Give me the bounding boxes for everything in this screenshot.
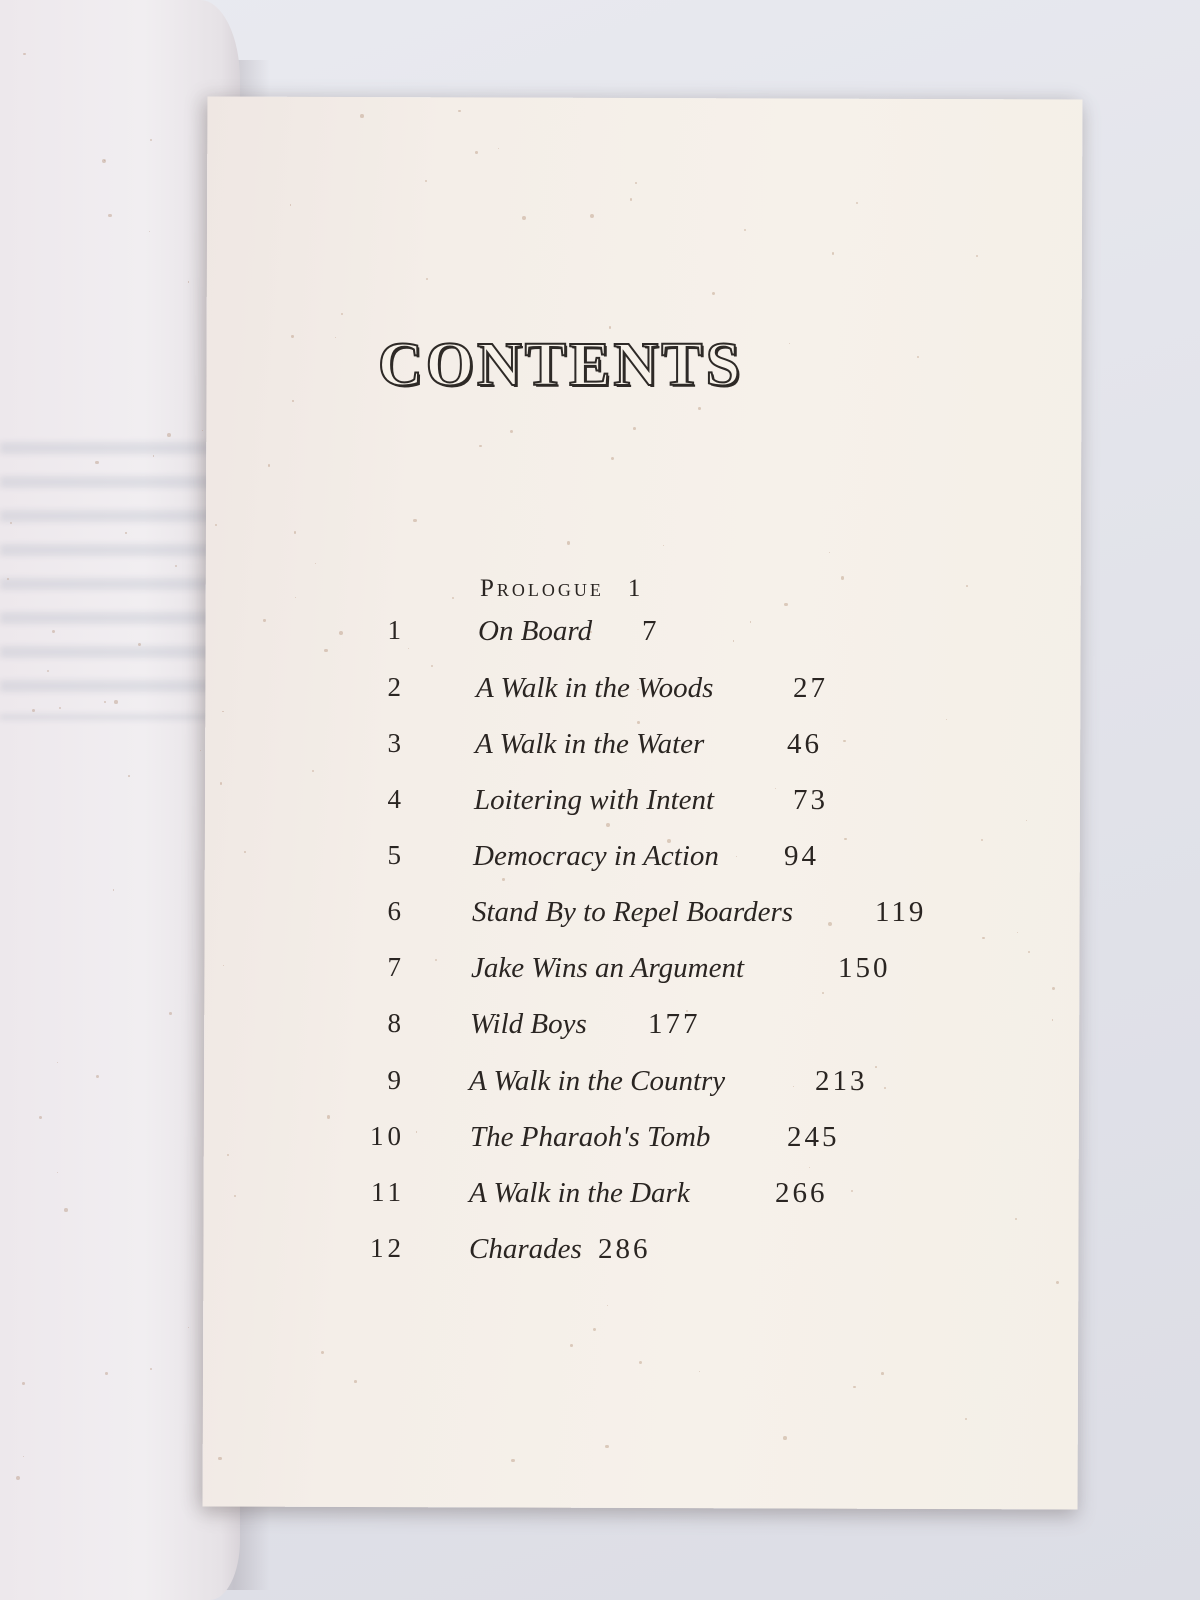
chapter-number: 10: [370, 1121, 405, 1151]
chapter-page: 7: [642, 615, 660, 647]
paper-speck: [809, 1167, 810, 1168]
chapter-title: Wild Boys: [470, 1008, 587, 1040]
paper-speck: [360, 114, 364, 118]
paper-speck: [639, 1361, 642, 1364]
chapter-title: A Walk in the Water: [475, 728, 705, 760]
chapter-page: 73: [793, 784, 828, 816]
paper-speck: [1015, 1218, 1017, 1220]
paper-speck: [510, 430, 513, 433]
paper-speck: [292, 400, 293, 401]
paper-speck: [567, 541, 570, 544]
chapter-title: A Walk in the Country: [469, 1065, 726, 1097]
chapter-page: 119: [875, 896, 927, 928]
paper-speck: [881, 1372, 884, 1375]
paper-speck: [268, 464, 270, 466]
paper-speck: [324, 649, 327, 652]
paper-speck: [104, 701, 106, 703]
paper-speck: [502, 878, 505, 881]
contents-title: CONTENTS: [378, 331, 744, 399]
paper-speck: [108, 214, 111, 217]
paper-speck: [884, 1087, 886, 1089]
paper-speck: [452, 597, 454, 599]
paper-speck: [982, 937, 984, 939]
paper-speck: [128, 775, 130, 777]
paper-speck: [64, 1208, 68, 1212]
paper-speck: [606, 823, 610, 827]
paper-speck: [832, 252, 834, 254]
paper-speck: [335, 337, 336, 338]
paper-speck: [23, 53, 26, 56]
paper-speck: [875, 1066, 877, 1068]
paper-speck: [188, 281, 189, 282]
paper-speck: [829, 552, 830, 553]
paper-speck: [263, 619, 265, 621]
chapter-title: Stand By to Repel Boarders: [472, 896, 794, 928]
chapter-number: 2: [387, 672, 405, 702]
paper-speck: [828, 922, 832, 926]
paper-speck: [522, 216, 526, 220]
paper-speck: [822, 992, 824, 994]
chapter-title: Democracy in Action: [473, 840, 719, 872]
chapter-page: 94: [784, 840, 819, 872]
chapter-page: 213: [815, 1065, 868, 1097]
chapter-page: 150: [838, 952, 891, 984]
chapter-number: 6: [387, 896, 405, 926]
paper-speck: [1052, 987, 1055, 990]
paper-speck: [611, 457, 614, 460]
paper-speck: [354, 1380, 357, 1383]
paper-speck: [413, 519, 416, 522]
paper-speck: [699, 1371, 700, 1372]
chapter-title: The Pharaoh's Tomb: [470, 1121, 711, 1153]
paper-speck: [475, 151, 478, 154]
paper-speck: [105, 1372, 108, 1375]
chapter-title: Charades: [469, 1233, 582, 1265]
chapter-number: 7: [387, 952, 405, 982]
paper-speck: [605, 1445, 609, 1449]
chapter-page: 245: [787, 1121, 840, 1153]
paper-speck: [783, 1436, 787, 1440]
paper-speck: [498, 148, 499, 149]
paper-speck: [698, 407, 701, 410]
paper-speck: [341, 313, 343, 315]
prologue-label: Prologue: [480, 575, 604, 602]
paper-speck: [1056, 1281, 1059, 1284]
chapter-title: A Walk in the Woods: [476, 672, 714, 704]
paper-speck: [853, 1386, 855, 1388]
paper-speck: [218, 1457, 222, 1461]
paper-speck: [590, 214, 594, 218]
paper-speck: [291, 335, 293, 337]
paper-speck: [95, 461, 98, 464]
paper-speck: [733, 640, 734, 641]
chapter-number: 5: [387, 840, 405, 870]
paper-speck: [138, 643, 141, 646]
paper-speck: [312, 770, 314, 772]
chapter-title: On Board: [478, 615, 593, 647]
paper-speck: [635, 182, 637, 184]
chapter-page: 266: [775, 1177, 828, 1209]
chapter-number: 4: [387, 784, 405, 814]
chapter-title: A Walk in the Dark: [469, 1177, 690, 1209]
paper-speck: [630, 198, 632, 200]
prologue-page: 1: [627, 575, 644, 602]
prologue-entry: [480, 575, 643, 603]
paper-speck: [609, 326, 611, 328]
paper-speck: [593, 1328, 596, 1331]
paper-speck: [570, 1344, 573, 1347]
paper-speck: [16, 1476, 20, 1480]
chapter-page: 46: [787, 728, 822, 760]
paper-speck: [607, 1305, 608, 1306]
paper-speck: [843, 740, 846, 743]
paper-speck: [793, 1086, 794, 1087]
paper-speck: [511, 1459, 514, 1462]
paper-speck: [244, 851, 246, 853]
chapter-number: 1: [387, 615, 405, 645]
paper-speck: [114, 700, 118, 704]
chapter-page: 286: [598, 1233, 651, 1265]
paper-speck: [339, 631, 343, 635]
paper-speck: [1028, 951, 1030, 953]
paper-speck: [321, 1351, 324, 1354]
paper-speck: [844, 838, 847, 841]
paper-speck: [290, 204, 292, 206]
paper-speck: [736, 856, 737, 857]
paper-speck: [125, 532, 126, 533]
paper-speck: [315, 563, 316, 564]
show-through-text: [0, 420, 220, 720]
chapter-number: 3: [387, 728, 405, 758]
paper-speck: [712, 292, 715, 295]
chapter-title: Jake Wins an Argument: [471, 952, 745, 984]
paper-speck: [150, 1368, 152, 1370]
chapter-title: Loitering with Intent: [474, 784, 715, 816]
chapter-page: 27: [793, 672, 828, 704]
chapter-number: 8: [387, 1008, 405, 1038]
paper-speck: [102, 159, 106, 163]
chapter-number: 9: [387, 1065, 405, 1095]
chapter-number: 11: [371, 1177, 405, 1207]
chapter-page: 177: [648, 1008, 701, 1040]
chapter-number: 12: [370, 1233, 405, 1263]
